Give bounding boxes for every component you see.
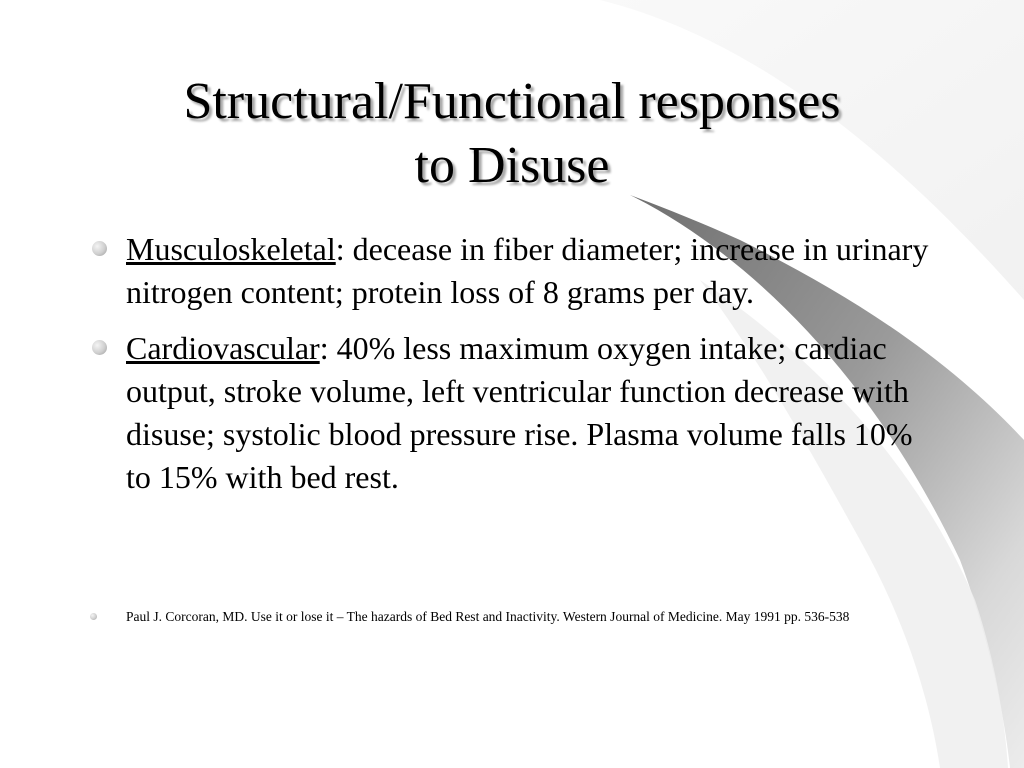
bullet-dot-icon bbox=[92, 340, 107, 355]
bullet-text: : 40% less maximum oxygen intake; cardiac output, stroke volume, left ventricular function decrease with disuse; systolic blood pressure rise. Plasma volume falls 10% to 15% with bed rest. bbox=[126, 330, 913, 495]
bullet-text: : decease in fiber diameter; increase in urinary nitrogen content; protein loss of 8 grams per day. bbox=[126, 231, 929, 310]
title-line-2: to Disuse bbox=[414, 137, 610, 194]
reference-text: Paul J. Corcoran, MD. Use it or lose it – The hazards of Bed Rest and Inactivity. Western Journal of Medicine. May 1991 pp. 536-538 bbox=[126, 609, 850, 624]
bullet-dot-icon bbox=[90, 613, 97, 620]
bullet-term: Cardiovascular bbox=[126, 330, 320, 366]
bullet-list bbox=[90, 228, 940, 512]
title-line-1: Structural/Functional responses bbox=[183, 73, 841, 130]
bullet-cardiovascular bbox=[90, 327, 940, 499]
bullet-term: Musculoskeletal bbox=[126, 231, 336, 267]
bullet-musculoskeletal bbox=[90, 228, 940, 314]
slide-title bbox=[60, 70, 964, 198]
bullet-dot-icon bbox=[92, 241, 107, 256]
reference-citation bbox=[90, 608, 940, 625]
